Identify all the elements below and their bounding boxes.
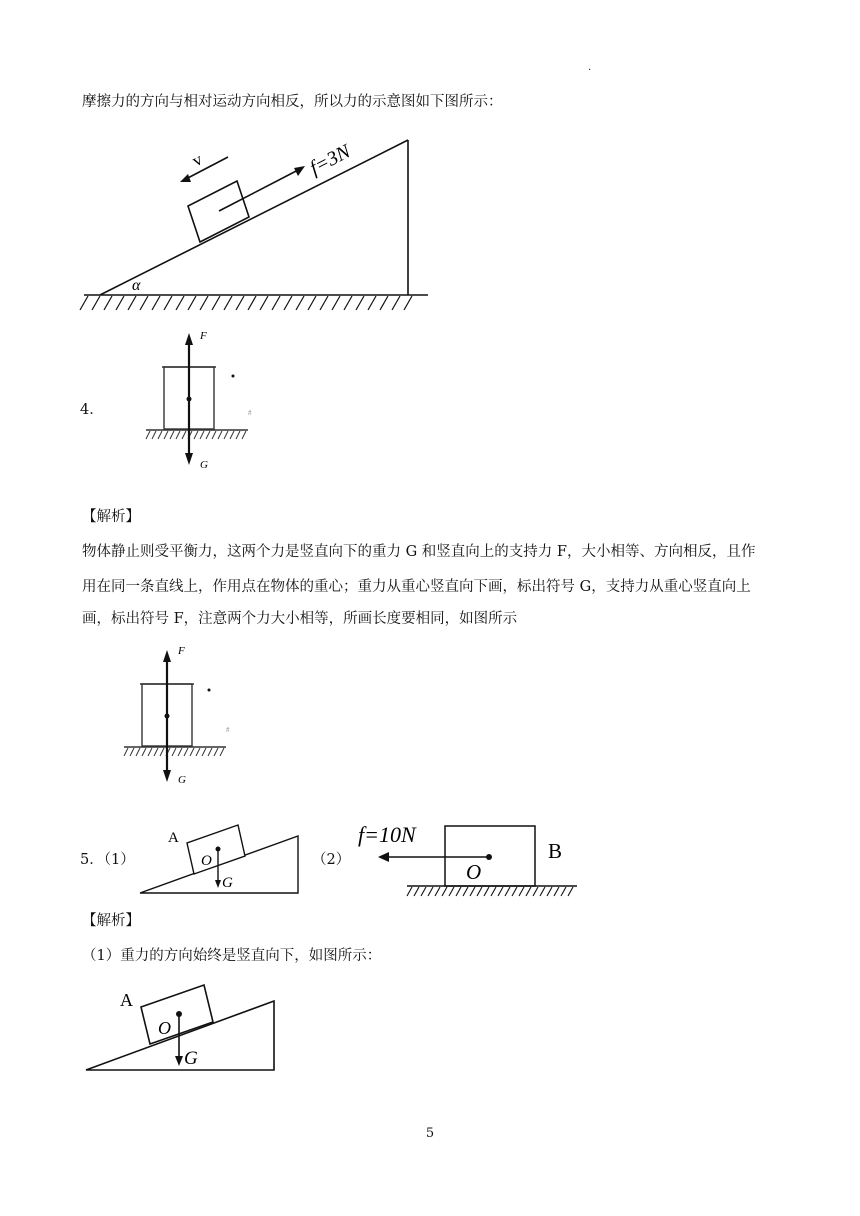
small-mark: # [248,409,252,417]
page-number: 5 [425,1126,435,1141]
q4-paragraph-line-3: 画，标出符号 F，注意两个力大小相等，所画长度要相同，如图所示 [82,611,518,627]
support-force-label: F [178,645,185,657]
friction-f10-label: f=10N [358,822,416,847]
block-a-label: A [168,830,179,846]
velocity-label: v [189,149,206,171]
q4-paragraph-line-1: 物体静止则受平衡力，这两个力是竖直向下的重力 G 和竖直向上的支持力 F，大小相等、方向相反，且作 [82,544,756,560]
header-dot: . [588,62,592,73]
friction-intro-text: 摩擦力的方向与相对运动方向相反，所以力的示意图如下图所示： [82,94,503,110]
small-mark: # [226,726,230,734]
block-a-label: A [120,990,133,1010]
center-o-label: O [466,860,482,884]
q4-box-forces-figure [140,325,280,475]
q5-block-a-figure [138,818,308,898]
q4-number: 4． [80,402,104,418]
analysis-label-1: 【解析】 [82,509,140,525]
center-o-label: O [158,1018,171,1038]
gravity-label: G [178,774,186,786]
block-b-label: B [548,839,563,863]
q4-paragraph-line-2: 用在同一条直线上，作用点在物体的重心；重力从重心竖直向下画，标出符号 G，支持力从重心竖直向上 [82,579,751,595]
q5-number: 5．（1） [80,852,135,868]
analysis-label-2: 【解析】 [82,913,140,929]
friction-label: f=3N [306,140,355,180]
q4-answer-figure [118,642,258,792]
q5-part2: （2） [312,852,351,868]
gravity-label: G [200,459,208,471]
gravity-g-label: G [222,875,233,891]
incline-figure [80,130,440,330]
q5-paragraph-line-1: （1）重力的方向始终是竖直向下，如图所示： [82,948,382,964]
support-force-label: F [200,330,207,342]
gravity-g-label: G [184,1048,198,1069]
q5-answer-figure [84,980,284,1080]
q5-block-b-figure [352,812,592,902]
center-o-label: O [201,853,212,869]
angle-label: α [132,277,141,294]
